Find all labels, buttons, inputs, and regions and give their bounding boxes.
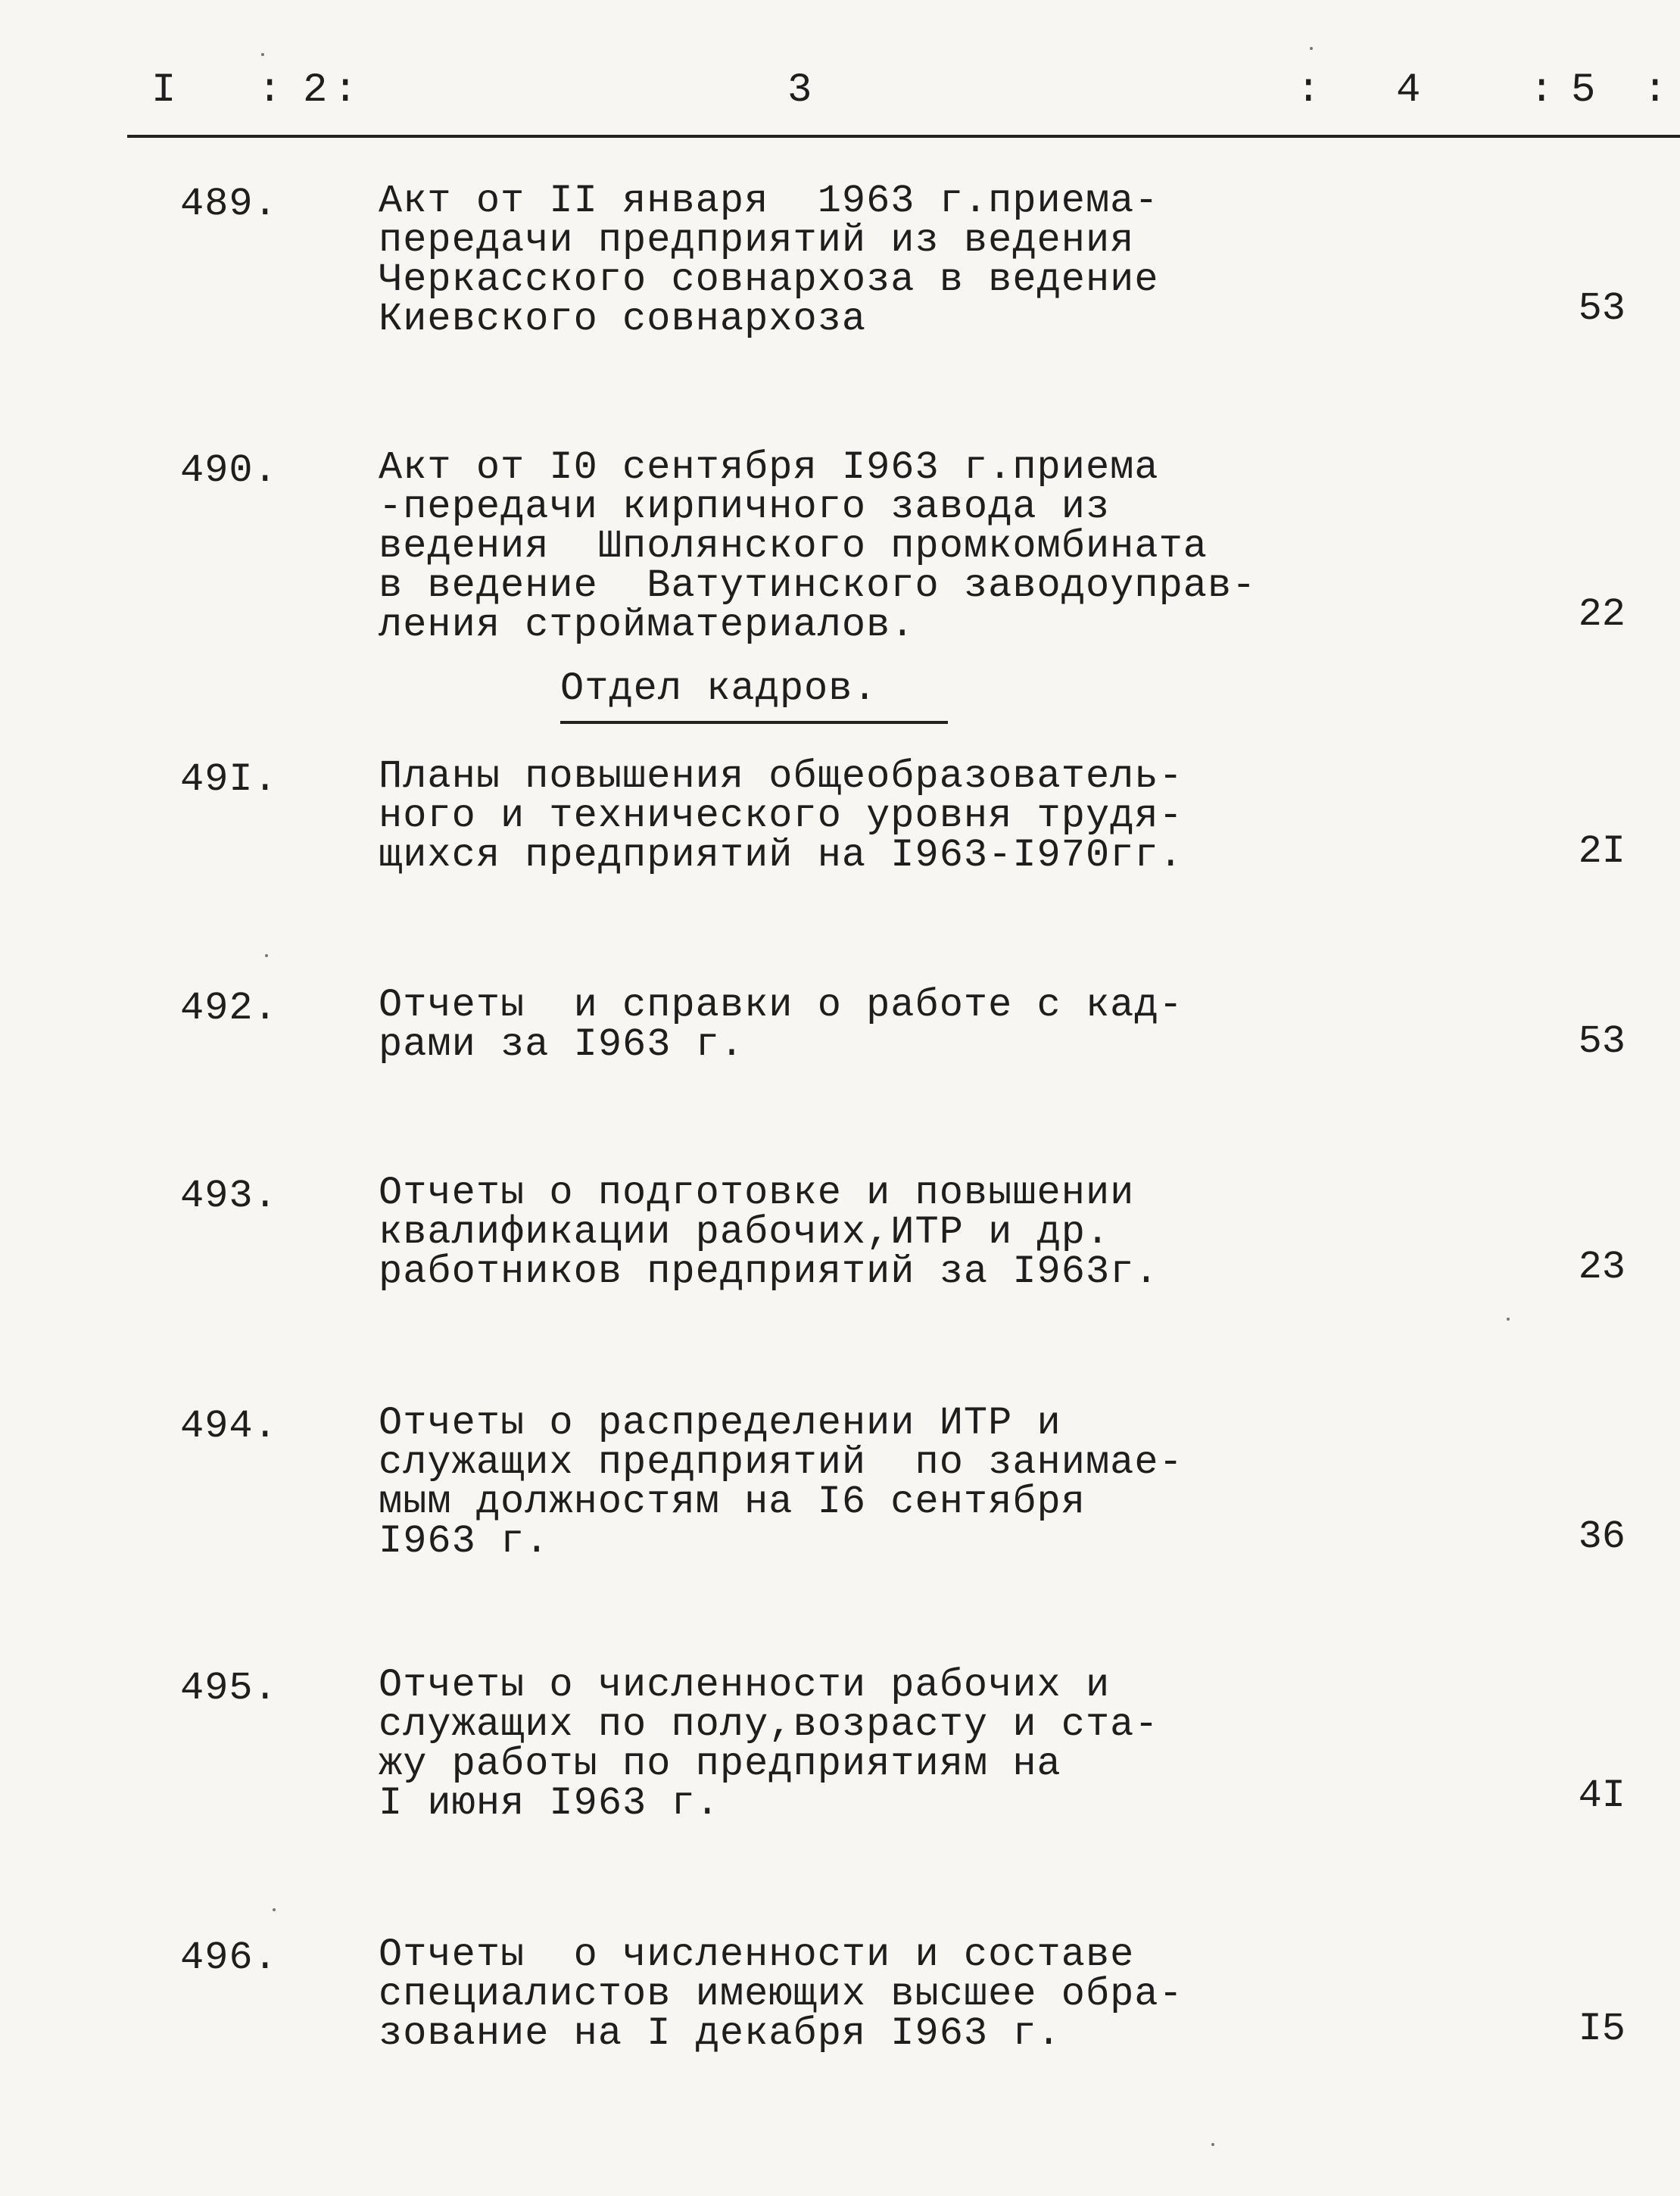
entry-line: Планы повышения общеобразователь- [379, 754, 1183, 799]
column-separator: : [257, 67, 282, 114]
entry-line: мым должностям на I6 сентября [379, 1480, 1086, 1524]
entry-description [379, 983, 1363, 1067]
entry-description [379, 445, 1363, 647]
column-header-2: 2 [303, 67, 328, 114]
entry-line: Отчеты о распределении ИТР и [379, 1401, 1061, 1446]
entry-sheet-count: 4I [1578, 1773, 1625, 1818]
entry-description [379, 1663, 1363, 1826]
entry-line: ного и технического уровня трудя- [379, 794, 1183, 838]
entry-line: ления стройматериалов. [379, 603, 915, 647]
entry-sheet-count: 53 [1578, 286, 1625, 331]
entry-number: 489. [180, 182, 278, 226]
entry-sheet-count: 22 [1578, 592, 1625, 637]
entry-line: I963 г. [379, 1519, 550, 1564]
entry-sheet-count: 36 [1578, 1514, 1625, 1559]
entry-number: 495. [180, 1666, 278, 1711]
entry-line: щихся предприятий на I963-I970гг. [379, 833, 1183, 878]
header-rule [127, 135, 1680, 138]
entry-line: Акт от II января 1963 г.приема- [379, 179, 1159, 223]
scan-speck [1211, 2143, 1214, 2146]
entry-line: ведения Шполянского промкомбината [379, 524, 1208, 569]
entry-line: Отчеты и справки о работе с кад- [379, 983, 1183, 1028]
section-heading: Отдел кадров. [560, 666, 877, 711]
entry-number: 490. [180, 448, 278, 493]
column-header-5: 5 [1571, 67, 1596, 114]
entry-line: служащих по полу,возрасту и ста- [379, 1702, 1159, 1747]
entry-line: Отчеты о подготовке и повышении [379, 1171, 1135, 1215]
entry-number: 494. [180, 1404, 278, 1449]
column-separator: : [333, 67, 358, 114]
entry-number: 49I. [180, 757, 278, 802]
entry-description [379, 1171, 1363, 1294]
scan-speck [265, 954, 268, 957]
entry-sheet-count: I5 [1578, 2007, 1625, 2051]
entry-line: служащих предприятий по занимае- [379, 1440, 1183, 1485]
entry-description [379, 754, 1363, 878]
column-header-1: I [151, 67, 176, 114]
entry-line: Киевского совнархоза [379, 297, 867, 342]
entry-sheet-count: 23 [1578, 1245, 1625, 1290]
column-separator: : [1643, 67, 1668, 114]
entry-description [379, 1932, 1363, 2056]
entry-line: -передачи кирпичного завода из [379, 485, 1111, 529]
column-header-3: 3 [787, 67, 812, 114]
entry-number: 496. [180, 1936, 278, 1980]
scan-speck [261, 53, 264, 56]
entry-line: передачи предприятий из ведения [379, 218, 1135, 263]
entry-number: 493. [180, 1174, 278, 1218]
entry-line: зование на I декабря I963 г. [379, 2011, 1061, 2056]
entry-line: в ведение Ватутинского заводоуправ- [379, 563, 1257, 608]
entry-line: рами за I963 г. [379, 1022, 745, 1067]
entry-line: Акт от I0 сентября I963 г.приема [379, 445, 1159, 490]
entry-sheet-count: 2I [1578, 829, 1625, 874]
entry-line: специалистов имеющих высшее обра- [379, 1972, 1183, 2017]
entry-sheet-count: 53 [1578, 1019, 1625, 1064]
column-separator: : [1296, 67, 1321, 114]
entry-line: Черкасского совнархоза в ведение [379, 257, 1159, 302]
entry-line: I июня I963 г. [379, 1781, 720, 1826]
section-underline [560, 721, 948, 724]
entry-description [379, 179, 1363, 342]
entry-line: Отчеты о численности рабочих и [379, 1663, 1111, 1708]
column-separator: : [1529, 67, 1554, 114]
scan-speck [1310, 47, 1313, 50]
scan-speck [273, 1908, 276, 1911]
scan-speck [1507, 1318, 1510, 1321]
entry-line: Отчеты о численности и составе [379, 1932, 1135, 1977]
entry-line: жу работы по предприятиям на [379, 1742, 1061, 1786]
entry-line: работников предприятий за I963г. [379, 1249, 1159, 1294]
column-header-4: 4 [1396, 67, 1421, 114]
entry-description [379, 1401, 1363, 1564]
entry-line: квалификации рабочих,ИТР и др. [379, 1210, 1111, 1255]
entry-number: 492. [180, 986, 278, 1031]
